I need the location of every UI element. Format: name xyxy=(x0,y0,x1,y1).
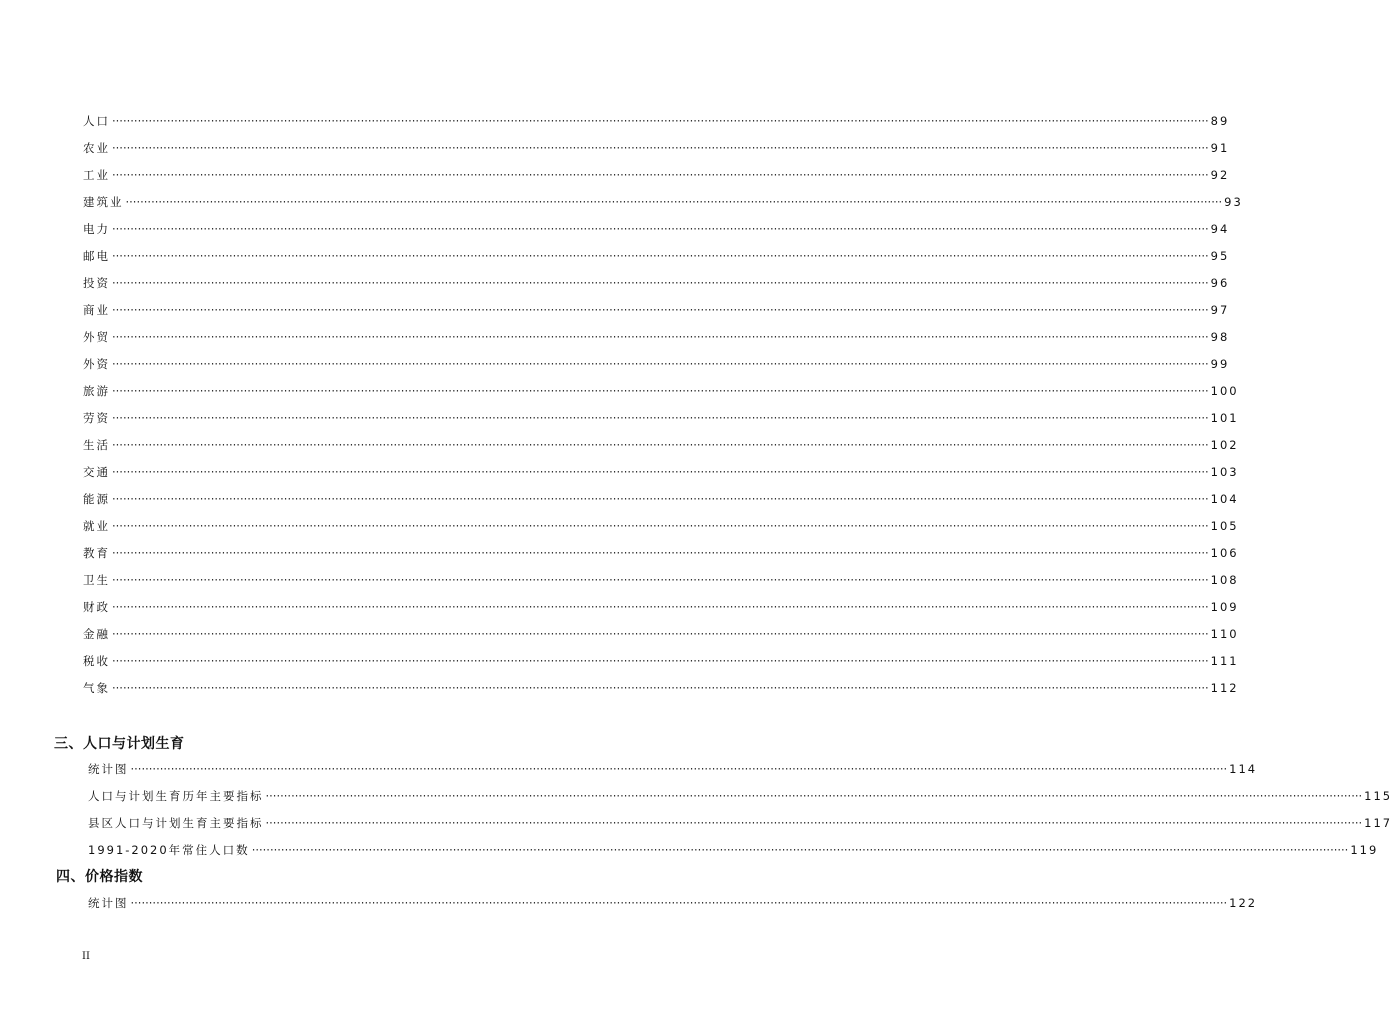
leader-dots: ············································································································································································································································································································ xyxy=(265,789,1363,803)
toc-entry-page: 106 xyxy=(1210,546,1239,560)
toc-entry-youdian[interactable] xyxy=(83,249,1230,263)
toc-entry-renkou[interactable] xyxy=(83,114,1230,128)
toc-entry-label: 交通 xyxy=(83,465,110,479)
toc-entry-dianli[interactable] xyxy=(83,222,1230,236)
toc-entry-label: 生活 xyxy=(83,438,110,452)
toc-entry-page: 94 xyxy=(1210,222,1230,236)
toc-entry-label: 金融 xyxy=(83,627,110,641)
toc-entry-label: 人口 xyxy=(83,114,110,128)
toc-entry-page: 89 xyxy=(1210,114,1230,128)
leader-dots: ············································································································································································································································································································ xyxy=(251,843,1349,857)
toc-entry-s3-resident[interactable] xyxy=(88,843,1379,857)
toc-entry-jiuye[interactable] xyxy=(83,519,1239,533)
toc-entry-label: 财政 xyxy=(83,600,110,614)
toc-entry-waizi[interactable] xyxy=(83,357,1230,371)
leader-dots: ············································································································································································································································································································ xyxy=(112,249,1209,263)
toc-entry-label: 投资 xyxy=(83,276,110,290)
page-number-footer: II xyxy=(82,951,90,962)
toc-entry-page: 100 xyxy=(1210,384,1239,398)
leader-dots: ············································································································································································································································································································ xyxy=(125,195,1223,209)
toc-entry-label: 劳资 xyxy=(83,411,110,425)
toc-entry-page: 101 xyxy=(1210,411,1239,425)
toc-entry-page: 92 xyxy=(1210,168,1230,182)
leader-dots: ············································································································································································································································································································ xyxy=(112,573,1209,587)
leader-dots: ············································································································································································································································································································ xyxy=(112,438,1209,452)
toc-entry-label: 旅游 xyxy=(83,384,110,398)
toc-entry-label: 税收 xyxy=(83,654,110,668)
leader-dots: ············································································································································································································································································································ xyxy=(112,600,1209,614)
toc-entry-label: 外贸 xyxy=(83,330,110,344)
toc-entry-label: 外资 xyxy=(83,357,110,371)
toc-entry-label: 电力 xyxy=(83,222,110,236)
toc-entry-page: 112 xyxy=(1210,681,1239,695)
leader-dots: ············································································································································································································································································································ xyxy=(112,654,1209,668)
leader-dots: ············································································································································································································································································································ xyxy=(112,168,1209,182)
toc-entry-page: 104 xyxy=(1210,492,1239,506)
toc-entry-shuishou[interactable] xyxy=(83,654,1239,668)
toc-entry-page: 102 xyxy=(1210,438,1239,452)
toc-entry-label: 统计图 xyxy=(88,896,129,910)
toc-entry-label: 气象 xyxy=(83,681,110,695)
toc-entry-shenghuo[interactable] xyxy=(83,438,1239,452)
toc-entry-label: 农业 xyxy=(83,141,110,155)
leader-dots: ············································································································································································································································································································ xyxy=(130,762,1228,776)
toc-entry-jiaotong[interactable] xyxy=(83,465,1239,479)
toc-entry-page: 99 xyxy=(1210,357,1230,371)
leader-dots: ············································································································································································································································································································ xyxy=(112,627,1209,641)
toc-entry-page: 96 xyxy=(1210,276,1230,290)
toc-entry-label: 1991-2020年常住人口数 xyxy=(88,843,250,857)
toc-entry-label: 邮电 xyxy=(83,249,110,263)
leader-dots: ············································································································································································································································································································ xyxy=(112,222,1209,236)
leader-dots: ············································································································································································································································································································ xyxy=(112,303,1209,317)
toc-entry-page: 109 xyxy=(1210,600,1239,614)
leader-dots: ············································································································································································································································································································ xyxy=(112,114,1209,128)
toc-entry-label: 卫生 xyxy=(83,573,110,587)
leader-dots: ············································································································································································································································································································ xyxy=(112,546,1209,560)
leader-dots: ············································································································································································································································································································ xyxy=(112,384,1209,398)
toc-entry-s3-county[interactable] xyxy=(88,816,1392,830)
toc-entry-page: 115 xyxy=(1364,789,1392,803)
toc-entry-gongye[interactable] xyxy=(83,168,1230,182)
leader-dots: ············································································································································································································································································································ xyxy=(112,330,1209,344)
toc-entry-lvyou[interactable] xyxy=(83,384,1239,398)
toc-entry-page: 108 xyxy=(1210,573,1239,587)
leader-dots: ············································································································································································································································································································ xyxy=(112,492,1209,506)
leader-dots: ············································································································································································································································································································ xyxy=(112,357,1209,371)
toc-entry-page: 91 xyxy=(1210,141,1230,155)
toc-entry-nengyuan[interactable] xyxy=(83,492,1239,506)
toc-entry-page: 114 xyxy=(1229,762,1258,776)
toc-entry-shangye[interactable] xyxy=(83,303,1230,317)
toc-entry-page: 110 xyxy=(1210,627,1239,641)
toc-entry-qixiang[interactable] xyxy=(83,681,1239,695)
toc-entry-nongye[interactable] xyxy=(83,141,1230,155)
toc-entry-label: 工业 xyxy=(83,168,110,182)
toc-entry-s4-chart[interactable] xyxy=(88,896,1258,910)
leader-dots: ············································································································································································································································································································ xyxy=(112,141,1209,155)
toc-entry-label: 就业 xyxy=(83,519,110,533)
leader-dots: ············································································································································································································································································································ xyxy=(130,896,1228,910)
toc-entry-jinrong[interactable] xyxy=(83,627,1239,641)
toc-entry-page: 103 xyxy=(1210,465,1239,479)
toc-entry-page: 119 xyxy=(1350,843,1379,857)
toc-entry-label: 统计图 xyxy=(88,762,129,776)
toc-entry-jiaoyu[interactable] xyxy=(83,546,1239,560)
toc-entry-label: 人口与计划生育历年主要指标 xyxy=(88,789,264,803)
toc-entry-label: 商业 xyxy=(83,303,110,317)
toc-entry-weisheng[interactable] xyxy=(83,573,1239,587)
toc-entry-touzi[interactable] xyxy=(83,276,1230,290)
section-heading-population: 三、人口与计划生育 xyxy=(54,736,185,752)
toc-entry-page: 95 xyxy=(1210,249,1230,263)
leader-dots: ············································································································································································································································································································ xyxy=(265,816,1363,830)
toc-entry-laozi[interactable] xyxy=(83,411,1239,425)
toc-entry-page: 111 xyxy=(1210,654,1239,668)
leader-dots: ············································································································································································································································································································ xyxy=(112,681,1209,695)
toc-entry-label: 建筑业 xyxy=(83,195,124,209)
leader-dots: ············································································································································································································································································································ xyxy=(112,276,1209,290)
toc-entry-page: 117 xyxy=(1364,816,1392,830)
section-heading-price-index: 四、价格指数 xyxy=(56,869,143,885)
toc-entry-label: 县区人口与计划生育主要指标 xyxy=(88,816,264,830)
toc-entry-waimao[interactable] xyxy=(83,330,1230,344)
toc-entry-caizheng[interactable] xyxy=(83,600,1239,614)
toc-entry-page: 105 xyxy=(1210,519,1239,533)
toc-entry-page: 93 xyxy=(1224,195,1243,209)
toc-entry-page: 97 xyxy=(1210,303,1230,317)
leader-dots: ············································································································································································································································································································ xyxy=(112,465,1209,479)
toc-entry-page: 98 xyxy=(1210,330,1230,344)
leader-dots: ············································································································································································································································································································ xyxy=(112,519,1209,533)
toc-entry-label: 能源 xyxy=(83,492,110,506)
toc-entry-jianzhuye[interactable] xyxy=(83,195,1243,209)
toc-entry-s3-annual[interactable] xyxy=(88,789,1392,803)
leader-dots: ············································································································································································································································································································ xyxy=(112,411,1209,425)
toc-entry-label: 教育 xyxy=(83,546,110,560)
toc-entry-page: 122 xyxy=(1229,896,1258,910)
toc-entry-s3-chart[interactable] xyxy=(88,762,1258,776)
